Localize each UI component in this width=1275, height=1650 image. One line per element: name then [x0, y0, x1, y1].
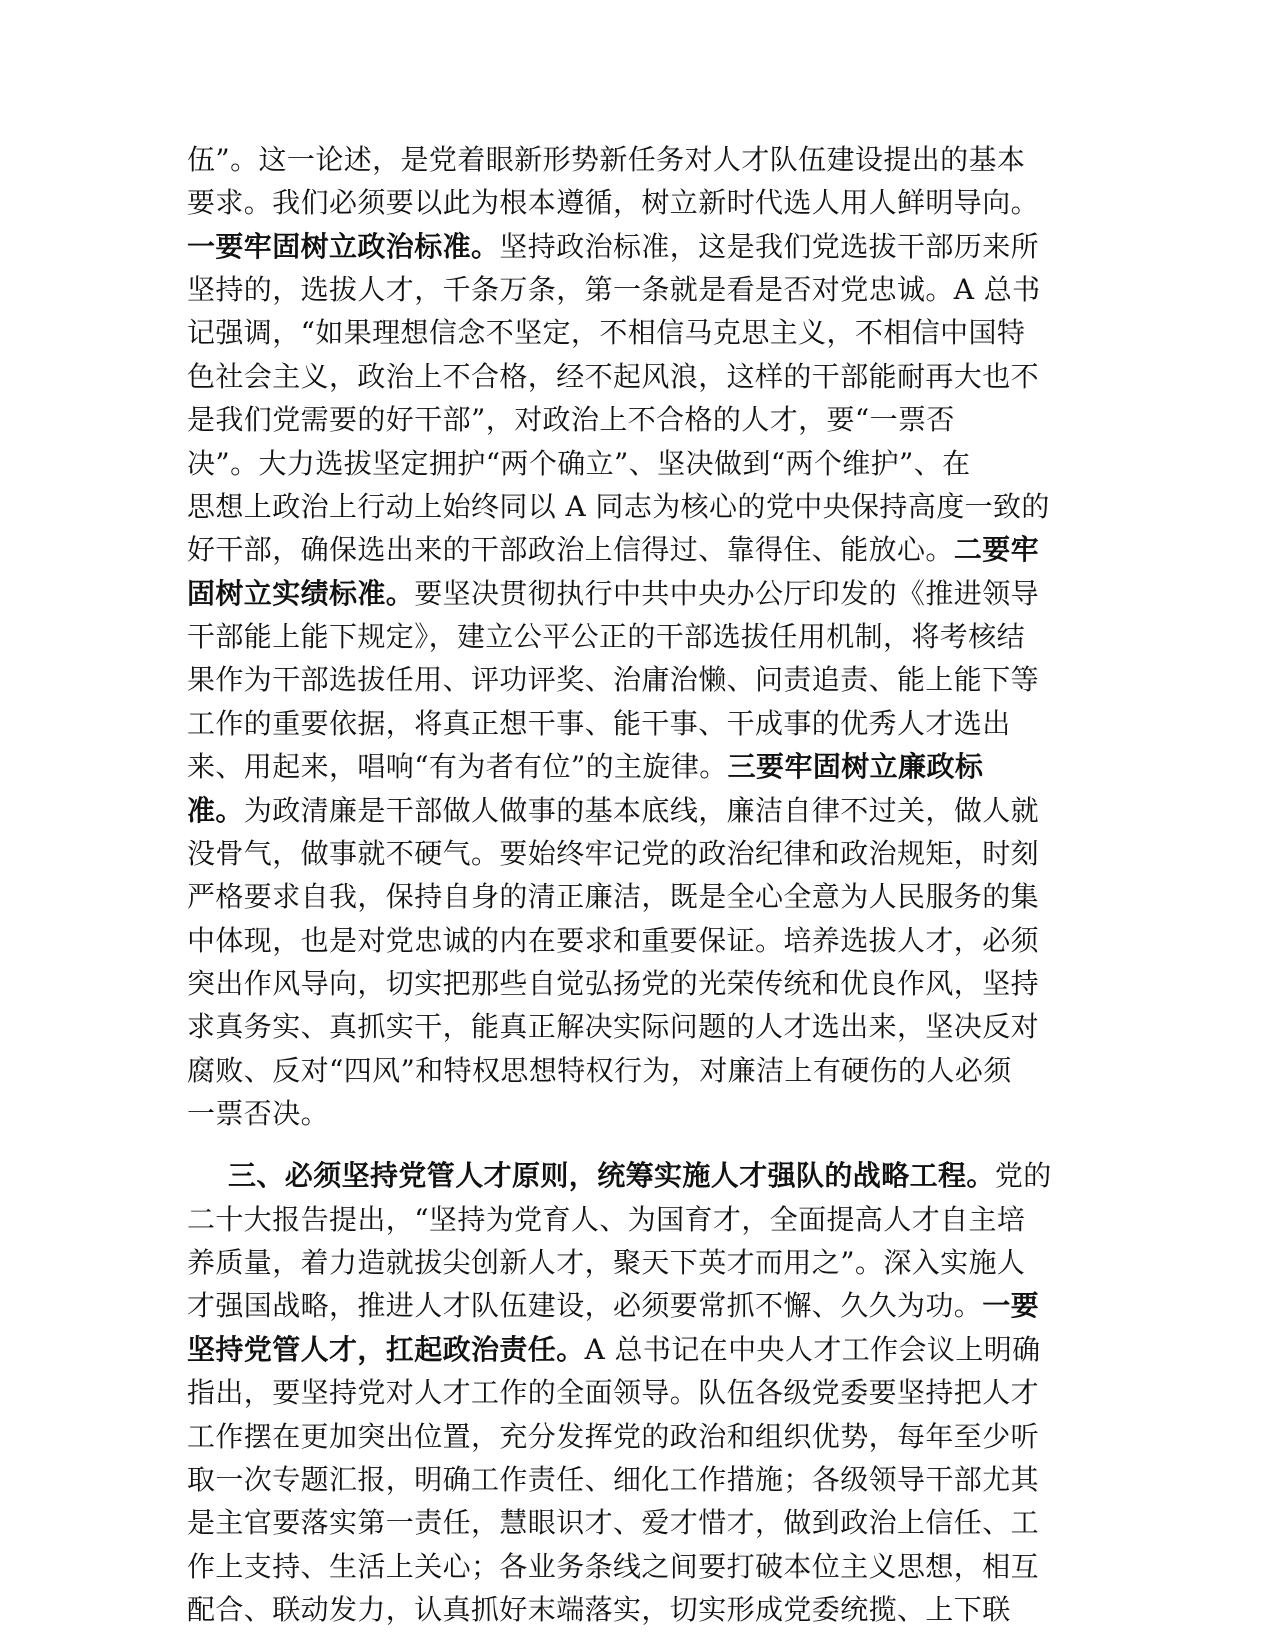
text-line: 决”。大力选拔坚定拥护“两个确立”、坚决做到“两个维护”、在	[187, 446, 971, 480]
text-line	[187, 571, 1067, 617]
text-line	[187, 224, 1067, 270]
text-line	[187, 527, 1067, 573]
text-line: 工作摆在更加突出位置，充分发挥党的政治和组织优势，每年至少听	[187, 1419, 1040, 1453]
text-line: 作上支持、生活上关心；各业务条线之间要打破本位主义思想，相互	[187, 1549, 1040, 1583]
text-line: 坚持的，选拔人才，千条万条，第一条就是看是否对党忠诚。A 总书	[187, 273, 1041, 307]
text-line: 要求。我们必须要以此为根本遵循，树立新时代选人用人鲜明导向。	[187, 186, 1040, 220]
text-run: 党的	[994, 1159, 1052, 1193]
text-line: 取一次专题汇报，明确工作责任、细化工作措施；各级领导干部尤其	[187, 1462, 1040, 1496]
text-line: 记强调，“如果理想信念不坚定，不相信马克思主义，不相信中国特	[187, 316, 1026, 350]
bold-heading: 一要	[982, 1289, 1040, 1323]
section-heading: 三、必须坚持党管人才原则，统筹实施人才强队的战略工程。	[228, 1159, 995, 1193]
text-run: 要坚决贯彻执行中共中央办公厅印发的《推进领导	[414, 576, 1040, 610]
text-line: 思想上政治上行动上始终同以 A 同志为核心的党中央保持高度一致的	[187, 489, 1050, 523]
text-line: 配合、联动发力，认真抓好末端落实，切实形成党委统揽、上下联	[187, 1593, 1011, 1626]
text-line: 干部能上能下规定》，建立公平公正的干部选拔任用机制，将考核结	[187, 620, 1026, 654]
text-line: 果作为干部选拔任用、评功评奖、治庸治懒、问责追责、能上能下等	[187, 663, 1040, 697]
text-run: 才强国战略，推进人才队伍建设，必须要常抓不懈、久久为功。	[187, 1289, 983, 1323]
text-run: 好干部，确保选出来的干部政治上信得过、靠得住、能放心。	[187, 533, 954, 567]
text-line: 工作的重要依据，将真正想干事、能干事、干成事的优秀人才选出	[187, 706, 1011, 740]
text-line	[187, 744, 1067, 790]
bold-heading: 坚持党管人才，扛起政治责任。	[187, 1332, 585, 1366]
text-line: 突出作风导向，切实把那些自觉弘扬党的光荣传统和优良作风，坚持	[187, 967, 1040, 1001]
text-run: 坚持政治标准，这是我们党选拔干部历来所	[499, 229, 1040, 263]
text-line: 养质量，着力造就拔尖创新人才，聚天下英才而用之”。深入实施人	[187, 1246, 1026, 1280]
text-line: 是我们党需要的好干部”，对政治上不合格的人才，要“一票否	[187, 403, 955, 437]
text-line	[187, 1327, 1067, 1373]
text-line: 是主官要落实第一责任，慧眼识才、爱才惜才，做到政治上信任、工	[187, 1506, 1040, 1540]
bold-heading: 二要牢	[953, 533, 1040, 567]
bold-heading: 准。	[187, 793, 244, 827]
text-line: 求真务实、真抓实干，能真正解决实际问题的人才选出来，坚决反对	[187, 1010, 1040, 1044]
bold-heading: 三要牢固树立廉政标	[727, 750, 984, 784]
text-line	[187, 788, 1067, 834]
text-line: 色社会主义，政治上不合格，经不起风浪，这样的干部能耐再大也不	[187, 359, 1040, 393]
text-line: 腐败、反对“四风”和特权思想特权行为，对廉洁上有硬伤的人必须	[187, 1053, 1012, 1087]
bold-heading: 固树立实绩标准。	[187, 576, 415, 610]
text-line: 中体现，也是对党忠诚的内在要求和重要保证。培养选拔人才，必须	[187, 923, 1040, 957]
bold-heading: 一要牢固树立政治标准。	[187, 229, 500, 263]
text-line	[187, 1283, 1067, 1329]
text-line: 没骨气，做事就不硬气。要始终牢记党的政治纪律和政治规矩，时刻	[187, 836, 1040, 870]
text-line: 一票否决。	[187, 1097, 330, 1131]
text-run: 来、用起来，唱响“有为者有位”的主旋律。	[187, 750, 728, 784]
text-line: 二十大报告提出，“坚持为党育人、为国育才，全面提高人才自主培	[187, 1202, 1026, 1236]
text-line: 指出，要坚持党对人才工作的全面领导。队伍各级党委要坚持把人才	[187, 1376, 1040, 1410]
text-line	[228, 1153, 1108, 1199]
text-run: A 总书记在中央人才工作会议上明确	[584, 1332, 1041, 1366]
text-run: 为政清廉是干部做人做事的基本底线，廉洁自律不过关，做人就	[243, 793, 1040, 827]
text-line: 严格要求自我，保持自身的清正廉洁，既是全心全意为人民服务的集	[187, 880, 1040, 914]
text-line: 伍”。这一论述，是党着眼新形势新任务对人才队伍建设提出的基本	[187, 143, 1026, 176]
